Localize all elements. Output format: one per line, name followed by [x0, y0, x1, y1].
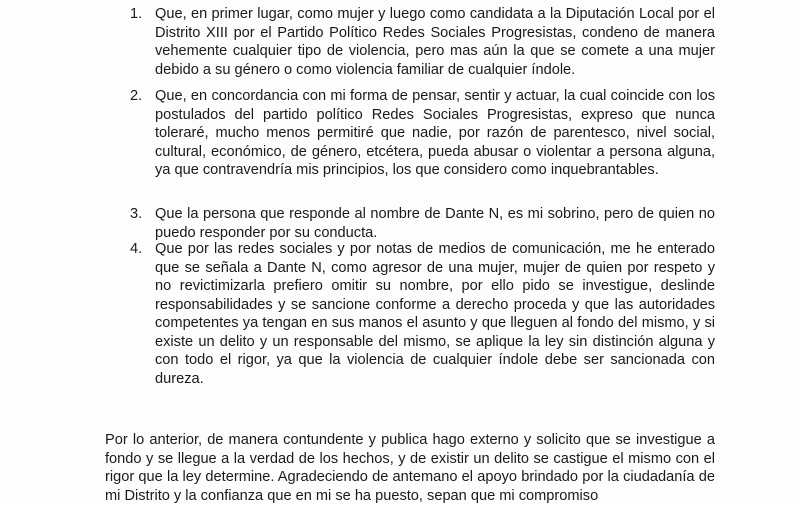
item-text: Que, en concordancia con mi forma de pensar, sentir y actuar, la cual coincide con los postulados del partido político Redes Sociales Progresistas, expreso que nunca toleraré, mucho menos permitiré que nadie, por razón de parentesco, nivel social, cultural, económico, de género, etcétera, pueda abusar o violentar a persona alguna, ya que contravendría mis principios, los que considero como inquebrantables. [155, 88, 715, 178]
item-text: Que por las redes sociales y por notas de medios de comunicación, me he enterado que se señala a Dante N, como agresor de una mujer, mujer de quien por respeto y no revictimizarla prefiero omitir su nombre, por ello pido se investigue, deslinde responsabilidades y se sancione conforme a derecho proceda y que las autoridades competentes ya tengan en sus manos el asunto y que lleguen al fondo del mismo, y si existe un delito y un responsable del mismo, se aplique la ley sin distinción alguna y con todo el rigor, ya que la violencia de cualquier índole debe ser sancionada con dureza. [155, 241, 715, 387]
numbered-item-2 [130, 87, 715, 180]
item-text: Que, en primer lugar, como mujer y luego como candidata a la Diputación Local por el Distrito XIII por el Partido Político Redes Sociales Progresistas, condeno de manera vehemente cualquier tipo de violencia, pero mas aún la que se comete a una mujer debido a su género o como violencia familiar de cualquier índole. [155, 6, 715, 78]
numbered-item-4 [130, 240, 715, 388]
item-number: 4. [130, 241, 143, 257]
item-number: 1. [130, 6, 143, 22]
item-number: 2. [130, 88, 143, 104]
numbered-item-3 [130, 205, 715, 242]
item-number: 3. [130, 206, 143, 222]
item-text: Que la persona que responde al nombre de Dante N, es mi sobrino, pero de quien no puedo responder por su conducta. [155, 206, 715, 241]
numbered-item-1 [130, 5, 715, 79]
closing-paragraph: Por lo anterior, de manera contundente y publica hago externo y solicito que se investigue a fondo y se llegue a la verdad de los hechos, y de existir un delito se castigue el mismo con el rigor que la ley determine. Agradeciendo de antemano el apoyo brindado por la ciudadanía de mi Distrito y la confianza que en mi se ha puesto, sepan que mi compromiso [105, 432, 715, 504]
